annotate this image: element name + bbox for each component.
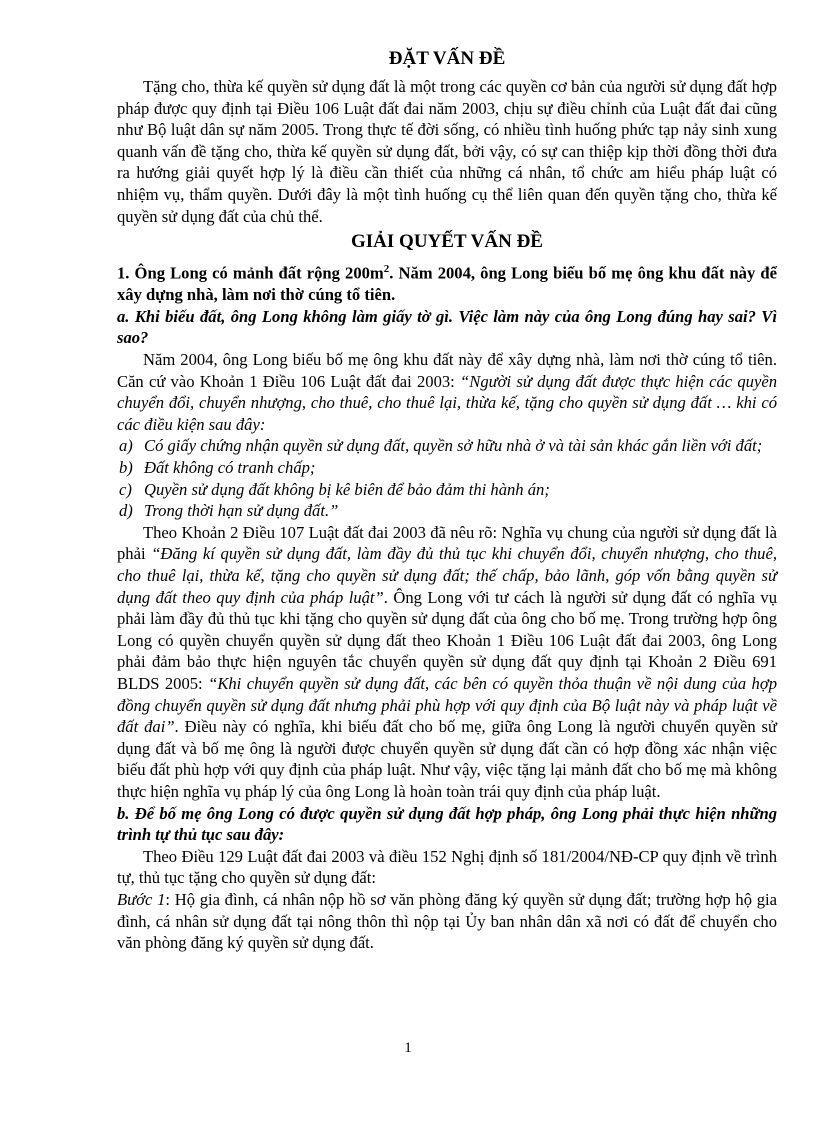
a-p2-plain2: . Ông Long với tư cách là người sử dụng đất có nghĩa vụ phải làm đầy đủ thủ tục khi tặng cho quyền sử dụng đất của ông cho bố mẹ. Trong trường hợp ông Long có quyền chuyển quyền sử dụng đất theo Khoản 1 Điều 106 Luật đất đai 2003, ông Long phải đảm bảo thực hiện nguyên tắc chuyển quyền sử dụng đất quy định tại Khoản 2 Điều 691 BLDS 2005: xyxy=(117,587,777,693)
answer-a-paragraph-2 xyxy=(117,522,777,803)
list-text: Trong thời hạn sử dụng đất.” xyxy=(144,501,339,521)
page-title: ĐẶT VẤN ĐỀ xyxy=(388,48,506,69)
step-label: Bước 1 xyxy=(117,889,166,909)
q1-heading-after: . Năm 2004, ông Long biếu bố mẹ ông khu đất này để xây dựng nhà, làm nơi thờ cúng tổ tiên. xyxy=(117,263,777,305)
subquestion-b-heading: b. Để bố mẹ ông Long có được quyền sử dụng đất hợp pháp, ông Long phải thực hiện những trình tự thủ tục sau đây: xyxy=(117,803,777,845)
list-item xyxy=(117,500,777,522)
q1-heading-sup: 2 xyxy=(383,263,390,276)
list-mark: b) xyxy=(119,458,133,478)
list-item xyxy=(117,435,777,457)
answer-b-paragraph-1: Theo Điều 129 Luật đất đai 2003 và điều 152 Nghị định số 181/2004/NĐ-CP quy định về trình tự, thủ tục tặng cho quyền sử dụng đất: xyxy=(117,846,777,888)
list-mark: c) xyxy=(119,479,132,499)
page-number: 1 xyxy=(404,1040,412,1056)
q1-heading-before: 1. Ông Long có mảnh đất rộng 200m xyxy=(117,263,384,283)
a-p2-quote1: “Đăng kí quyền sử dụng đất, làm đầy đủ thủ tục khi chuyển đổi, chuyển nhượng, cho thuê, cho thuê lại, thừa kế, tặng cho quyền sử dụng đất; thế chấp, bảo lãnh, góp vốn bằng quyền sử dụng đất theo quy định của pháp luật” xyxy=(117,544,777,607)
conditions-list xyxy=(117,435,777,521)
list-item xyxy=(117,457,777,479)
intro-paragraph: Tặng cho, thừa kế quyền sử dụng đất là một trong các quyền cơ bản của người sử dụng đất hợp pháp được quy định tại Điều 106 Luật đất đai năm 2003, chịu sự điều chỉnh của Luật đất đai cũng như Bộ luật dân sự năm 2005. Trong thực tế đời sống, có nhiều tình huống phức tạp nảy sinh xung quanh vấn đề tặng cho, thừa kế quyền sử dụng đất, bởi vậy, có sự can thiệp kịp thời đồng thời đưa ra hướng giải quyết hợp lý là điều cần thiết của những cá nhân, tổ chức am hiểu pháp luật có nhiệm vụ, thẩm quyền. Dưới đây là một tình huống cụ thể liên quan đến quyền tặng cho, thừa kế quyền sử dụng đất của chủ thể. xyxy=(117,77,777,226)
list-mark: d) xyxy=(119,501,133,521)
answer-a-paragraph-1 xyxy=(117,349,777,435)
list-mark: a) xyxy=(119,436,133,456)
document-page xyxy=(117,40,777,954)
answer-b-step-1 xyxy=(117,889,777,954)
a-p2-plain1: Theo Khoản 2 Điều 107 Luật đất đai 2003 đã nêu rõ: Nghĩa vụ chung của người sử dụng đất là phải xyxy=(117,522,777,564)
a-p2-plain3: . Điều này có nghĩa, khi biếu đất cho bố mẹ, giữa ông Long là người chuyển quyền sử dụng đất và bố mẹ ông là người được chuyển quyền sử dụng đất cần có hợp đồng xác nhận việc biếu đất phù hợp với quy định của pháp luật. Như vậy, việc tặng lại mảnh đất cho bố mẹ mà không thực hiện nghĩa vụ pháp lý của ông Long là hoàn toàn trái quy định của pháp luật. xyxy=(117,717,777,801)
list-text: Có giấy chứng nhận quyền sử dụng đất, quyền sở hữu nhà ở và tài sản khác gắn liền với đất; xyxy=(144,436,763,456)
list-text: Đất không có tranh chấp; xyxy=(144,458,316,478)
a-p2-quote2: “Khi chuyển quyền sử dụng đất, các bên có quyền thỏa thuận về nội dung của hợp đồng chuyển quyền sử dụng đất nhưng phải phù hợp với quy định của Bộ luật này và pháp luật về đất đai” xyxy=(117,673,777,737)
question-1-heading xyxy=(117,259,777,306)
subquestion-a-heading: a. Khi biếu đất, ông Long không làm giấy tờ gì. Việc làm này của ông Long đúng hay sai? Vì sao? xyxy=(117,306,777,348)
list-item xyxy=(117,479,777,501)
list-text: Quyền sử dụng đất không bị kê biên để bảo đảm thi hành án; xyxy=(144,479,550,499)
a-p1-plain: Năm 2004, ông Long biếu bố mẹ ông khu đất này để xây dựng nhà, làm nơi thờ cúng tổ tiên. Căn cứ vào Khoản 1 Điều 106 Luật đất đai 2003: xyxy=(117,350,777,391)
step-text: : Hộ gia đình, cá nhân nộp hồ sơ văn phòng đăng ký quyền sử dụng đất; trường hợp hộ gia đình, cá nhân sử dụng đất tại nông thôn thì nộp tại Ủy ban nhân dân xã nơi có đất để chuyển cho văn phòng đăng ký quyền sử dụng đất. xyxy=(117,889,777,953)
section-title: GIẢI QUYẾT VẤN ĐỀ xyxy=(351,231,543,253)
a-p1-quote: “Người sử dụng đất được thực hiện các quyền chuyển đổi, chuyển nhượng, cho thuê, cho thuê lại, thừa kế, tặng cho quyền sử dụng đất … khi có các điều kiện sau đây: xyxy=(117,371,777,434)
